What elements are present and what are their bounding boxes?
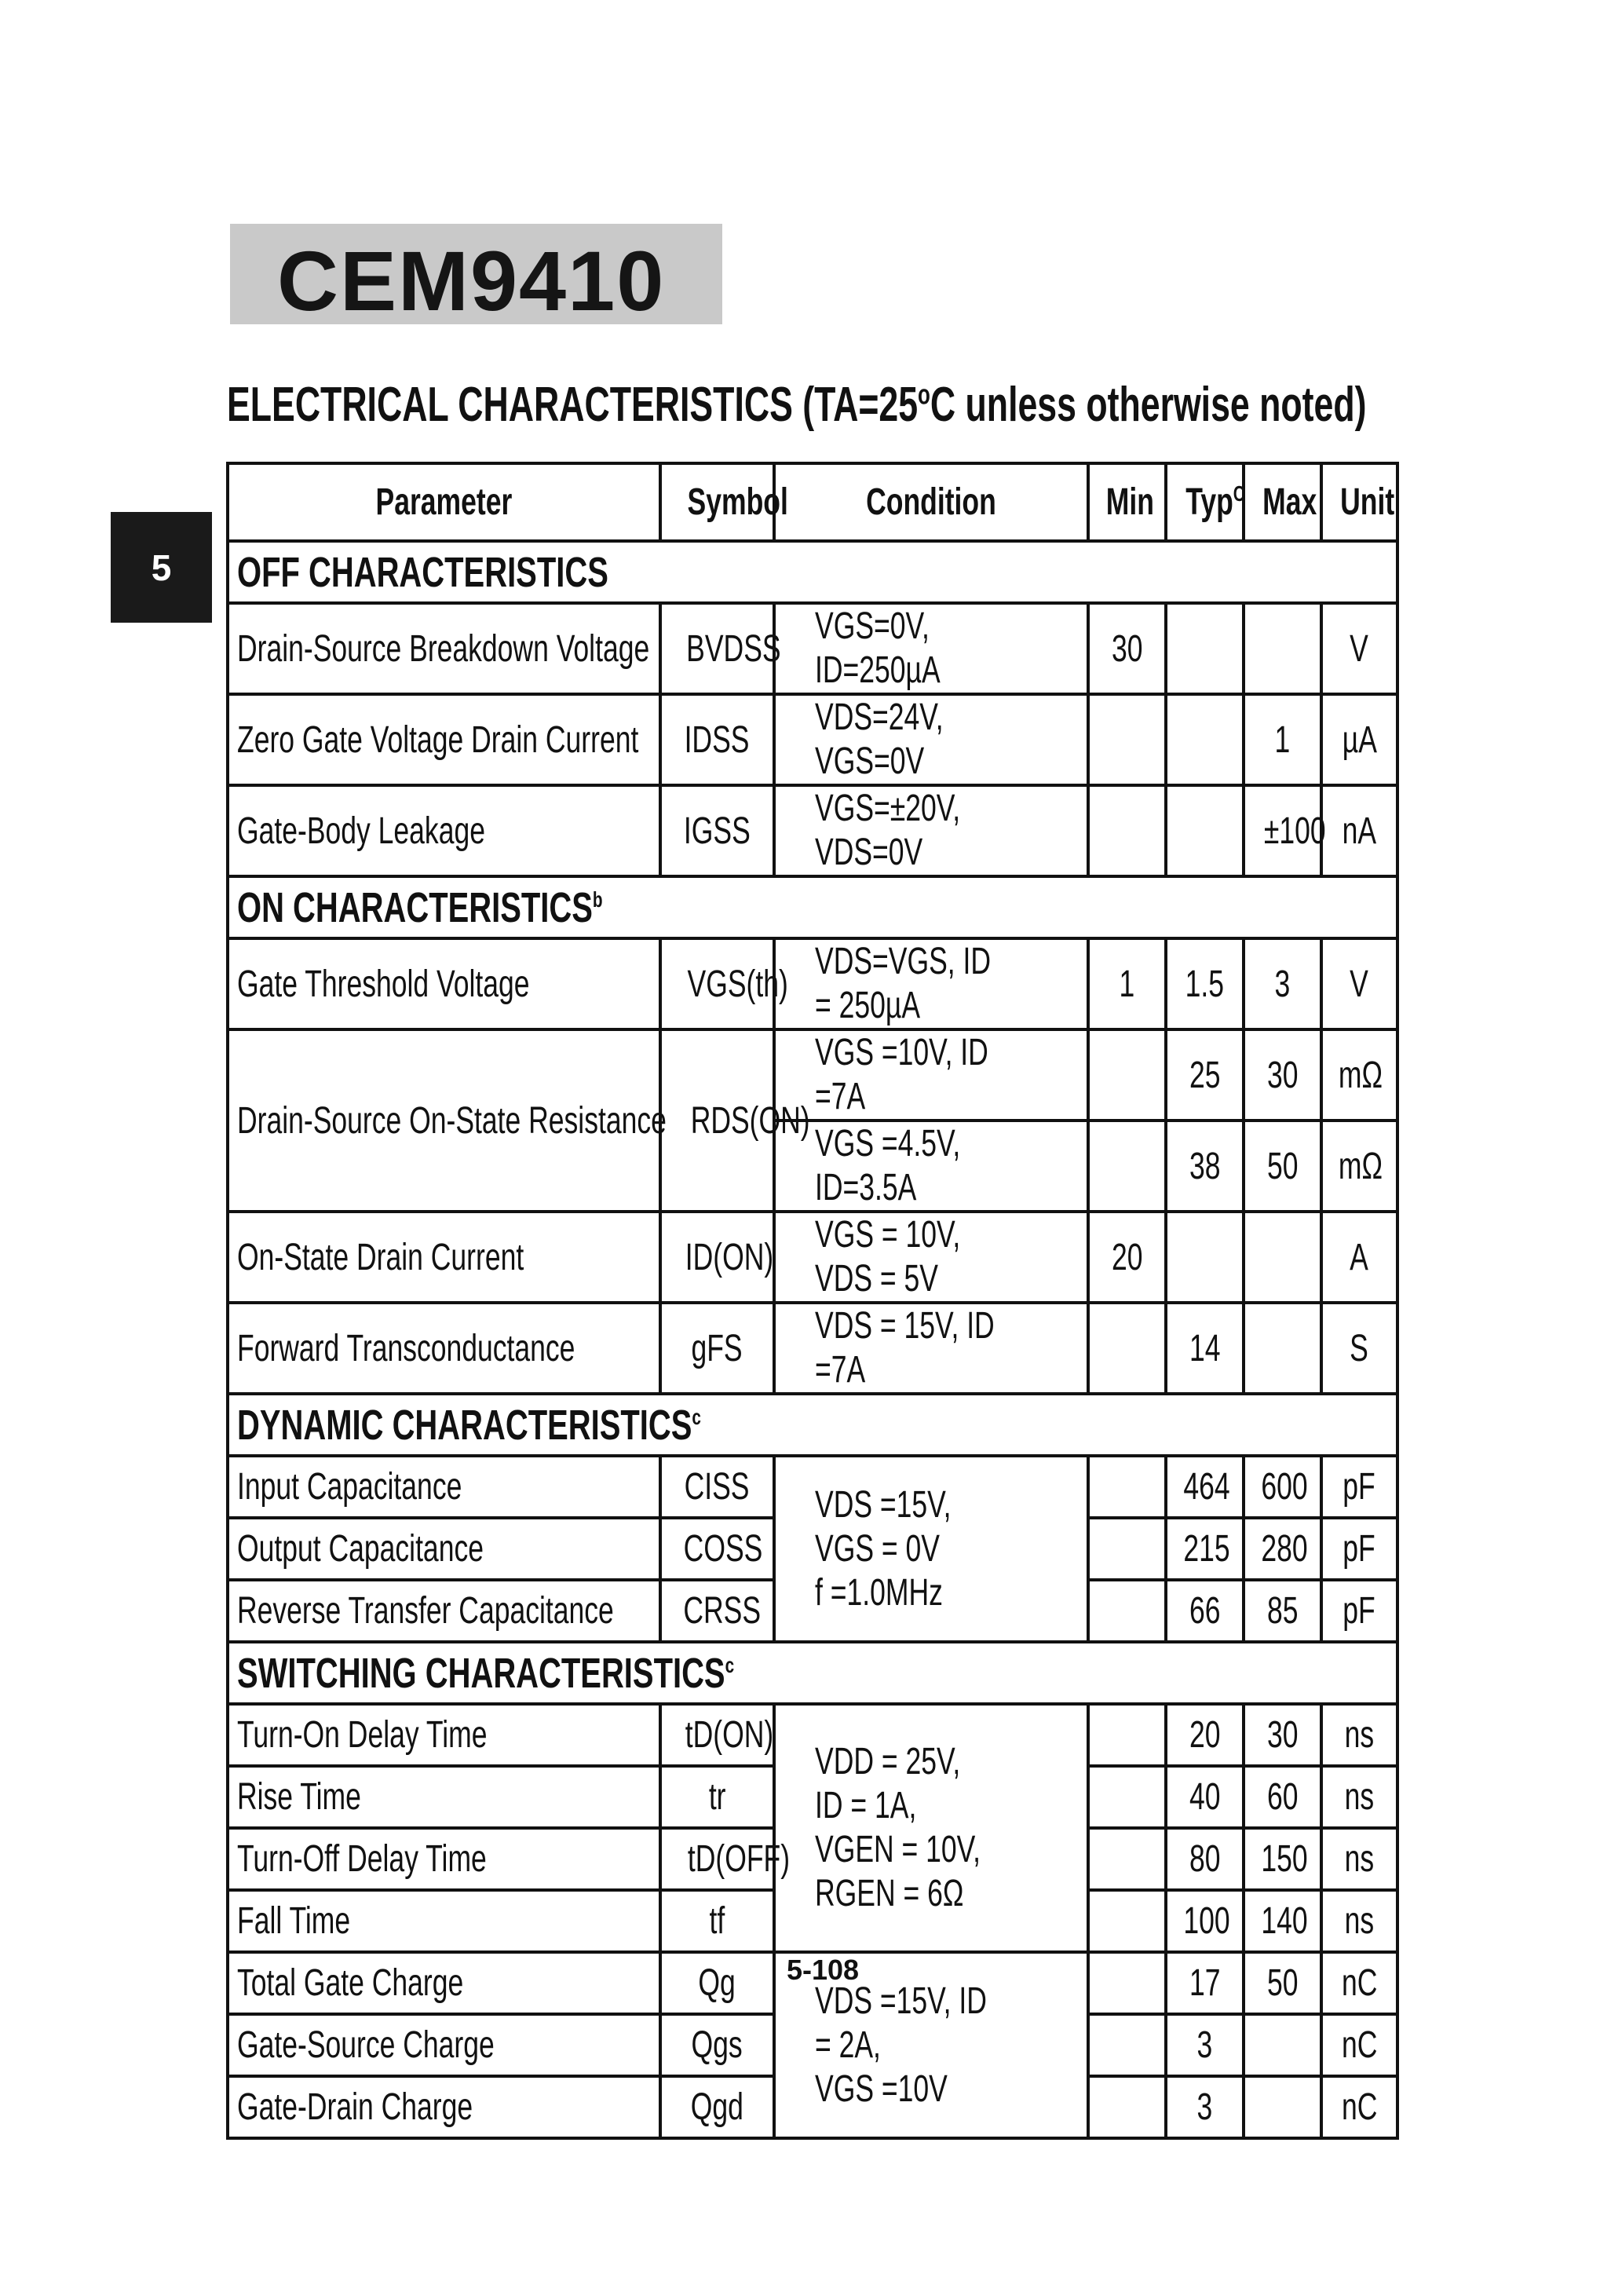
unit-cell: pF bbox=[1321, 1456, 1397, 1518]
symbol-cell: RDS(ON) bbox=[660, 1029, 774, 1212]
parameter-cell: Forward Transconductance bbox=[228, 1303, 660, 1394]
table-row bbox=[228, 938, 1397, 1029]
section-row bbox=[228, 541, 1397, 603]
condition-cell: VDS=24V, VGS=0V bbox=[774, 694, 1088, 785]
unit-cell: nA bbox=[1321, 785, 1397, 876]
symbol-cell: Qgs bbox=[660, 2014, 774, 2076]
max-cell: 150 bbox=[1244, 1828, 1321, 1890]
table-row bbox=[228, 1456, 1397, 1518]
table-row bbox=[228, 1212, 1397, 1303]
min-cell bbox=[1088, 2014, 1166, 2076]
unit-cell: ns bbox=[1321, 1766, 1397, 1828]
parameter-cell: Gate Threshold Voltage bbox=[228, 938, 660, 1029]
max-cell bbox=[1244, 1303, 1321, 1394]
min-cell bbox=[1088, 1029, 1166, 1121]
parameter-cell: Total Gate Charge bbox=[228, 1952, 660, 2014]
min-cell bbox=[1088, 1890, 1166, 1952]
parameter-cell: Drain-Source Breakdown Voltage bbox=[228, 603, 660, 694]
heading-rest: C unless otherwise noted) bbox=[930, 378, 1367, 432]
min-cell bbox=[1088, 694, 1166, 785]
parameter-cell: Turn-On Delay Time bbox=[228, 1704, 660, 1766]
min-cell bbox=[1088, 1303, 1166, 1394]
parameter-cell: Input Capacitance bbox=[228, 1456, 660, 1518]
typ-cell: 14 bbox=[1166, 1303, 1244, 1394]
condition-cell: VGS =4.5V, ID=3.5A bbox=[774, 1121, 1088, 1212]
unit-cell: mΩ bbox=[1321, 1121, 1397, 1212]
section-title: SWITCHING CHARACTERISTICS$^c$ bbox=[228, 1642, 1397, 1704]
table-row bbox=[228, 1303, 1397, 1394]
symbol-cell: VGS(th) bbox=[660, 938, 774, 1029]
max-cell bbox=[1244, 2014, 1321, 2076]
max-cell: 280 bbox=[1244, 1518, 1321, 1580]
min-cell: 30 bbox=[1088, 603, 1166, 694]
parameter-cell: On-State Drain Current bbox=[228, 1212, 660, 1303]
max-cell: 30 bbox=[1244, 1029, 1321, 1121]
symbol-cell: BVDSS bbox=[660, 603, 774, 694]
table-row bbox=[228, 1704, 1397, 1766]
parameter-cell: Drain-Source On-State Resistance bbox=[228, 1029, 660, 1212]
typ-cell: 38 bbox=[1166, 1121, 1244, 1212]
typ-cell bbox=[1166, 603, 1244, 694]
unit-cell: S bbox=[1321, 1303, 1397, 1394]
max-cell: 85 bbox=[1244, 1580, 1321, 1642]
section-heading bbox=[227, 377, 1366, 433]
unit-cell: nC bbox=[1321, 2014, 1397, 2076]
unit-cell: V bbox=[1321, 603, 1397, 694]
typ-cell: 464 bbox=[1166, 1456, 1244, 1518]
header-condition: Condition bbox=[774, 463, 1088, 541]
typ-cell: 100 bbox=[1166, 1890, 1244, 1952]
header-max: Max bbox=[1244, 463, 1321, 541]
min-cell bbox=[1088, 1518, 1166, 1580]
min-cell: 20 bbox=[1088, 1212, 1166, 1303]
typ-cell: 66 bbox=[1166, 1580, 1244, 1642]
parameter-cell: Fall Time bbox=[228, 1890, 660, 1952]
min-cell: 1 bbox=[1088, 938, 1166, 1029]
unit-cell: A bbox=[1321, 1212, 1397, 1303]
max-cell: 140 bbox=[1244, 1890, 1321, 1952]
page-number: 5-108 bbox=[786, 1954, 860, 1986]
symbol-cell: Qg bbox=[660, 1952, 774, 2014]
min-cell bbox=[1088, 1456, 1166, 1518]
condition-cell: VGS=0V, ID=250µA bbox=[774, 603, 1088, 694]
unit-cell: mΩ bbox=[1321, 1029, 1397, 1121]
part-number-title: CEM9410 bbox=[277, 233, 666, 328]
symbol-cell: ID(ON) bbox=[660, 1212, 774, 1303]
table-row bbox=[228, 694, 1397, 785]
table-row bbox=[228, 603, 1397, 694]
min-cell bbox=[1088, 785, 1166, 876]
min-cell bbox=[1088, 1704, 1166, 1766]
min-cell bbox=[1088, 1121, 1166, 1212]
max-cell: 3 bbox=[1244, 938, 1321, 1029]
parameter-cell: Output Capacitance bbox=[228, 1518, 660, 1580]
condition-cell: VDS =15V, VGS = 0V f =1.0MHz bbox=[774, 1456, 1088, 1642]
unit-cell: ns bbox=[1321, 1704, 1397, 1766]
parameter-cell: Reverse Transfer Capacitance bbox=[228, 1580, 660, 1642]
max-cell: 30 bbox=[1244, 1704, 1321, 1766]
unit-cell: nC bbox=[1321, 1952, 1397, 2014]
header-min: Min bbox=[1088, 463, 1166, 541]
condition-cell: VDS =15V, ID = 2A, VGS =10V bbox=[774, 1952, 1088, 2138]
section-row bbox=[228, 876, 1397, 938]
min-cell bbox=[1088, 1580, 1166, 1642]
symbol-cell: IGSS bbox=[660, 785, 774, 876]
parameter-cell: Rise Time bbox=[228, 1766, 660, 1828]
header-typ: Typ$^C$ bbox=[1166, 463, 1244, 541]
parameter-cell: Turn-Off Delay Time bbox=[228, 1828, 660, 1890]
typ-cell bbox=[1166, 694, 1244, 785]
unit-cell: pF bbox=[1321, 1580, 1397, 1642]
max-cell bbox=[1244, 1212, 1321, 1303]
chapter-tab: 5 bbox=[111, 512, 212, 623]
heading-degree: o bbox=[918, 378, 930, 411]
symbol-cell: COSS bbox=[660, 1518, 774, 1580]
typ-cell: 25 bbox=[1166, 1029, 1244, 1121]
condition-cell: VGS =10V, ID =7A bbox=[774, 1029, 1088, 1121]
unit-cell: pF bbox=[1321, 1518, 1397, 1580]
header-row bbox=[228, 463, 1397, 541]
typ-cell: 1.5 bbox=[1166, 938, 1244, 1029]
unit-cell: ns bbox=[1321, 1890, 1397, 1952]
typ-cell bbox=[1166, 785, 1244, 876]
min-cell bbox=[1088, 1766, 1166, 1828]
symbol-cell: gFS bbox=[660, 1303, 774, 1394]
parameter-cell: Gate-Body Leakage bbox=[228, 785, 660, 876]
typ-cell bbox=[1166, 1212, 1244, 1303]
electrical-characteristics-table bbox=[226, 462, 1399, 2140]
part-number-banner bbox=[230, 224, 722, 328]
section-title: ON CHARACTERISTICS$^b$ bbox=[228, 876, 1397, 938]
typ-cell: 215 bbox=[1166, 1518, 1244, 1580]
section-row bbox=[228, 1394, 1397, 1456]
typ-cell: 3 bbox=[1166, 2076, 1244, 2138]
condition-cell: VGS=±20V, VDS=0V bbox=[774, 785, 1088, 876]
min-cell bbox=[1088, 1828, 1166, 1890]
header-unit: Unit bbox=[1321, 463, 1397, 541]
parameter-cell: Gate-Drain Charge bbox=[228, 2076, 660, 2138]
max-cell: 60 bbox=[1244, 1766, 1321, 1828]
section-title: DYNAMIC CHARACTERISTICS$^c$ bbox=[228, 1394, 1397, 1456]
typ-cell: 40 bbox=[1166, 1766, 1244, 1828]
condition-cell: VDS = 15V, ID =7A bbox=[774, 1303, 1088, 1394]
section-row bbox=[228, 1642, 1397, 1704]
heading-text: ELECTRICAL CHARACTERISTICS (TA=25 bbox=[227, 378, 919, 432]
unit-cell: nC bbox=[1321, 2076, 1397, 2138]
unit-cell: µA bbox=[1321, 694, 1397, 785]
max-cell bbox=[1244, 2076, 1321, 2138]
symbol-cell: Qgd bbox=[660, 2076, 774, 2138]
symbol-cell: CISS bbox=[660, 1456, 774, 1518]
parameter-cell: Gate-Source Charge bbox=[228, 2014, 660, 2076]
condition-cell: VDS=VGS, ID = 250µA bbox=[774, 938, 1088, 1029]
unit-cell: V bbox=[1321, 938, 1397, 1029]
parameter-cell: Zero Gate Voltage Drain Current bbox=[228, 694, 660, 785]
max-cell: 1 bbox=[1244, 694, 1321, 785]
unit-cell: ns bbox=[1321, 1828, 1397, 1890]
symbol-cell: CRSS bbox=[660, 1580, 774, 1642]
typ-cell: 20 bbox=[1166, 1704, 1244, 1766]
table-row bbox=[228, 785, 1397, 876]
max-cell bbox=[1244, 603, 1321, 694]
condition-cell: VDD = 25V, ID = 1A, VGEN = 10V, RGEN = 6Ω bbox=[774, 1704, 1088, 1952]
symbol-cell: tD(ON) bbox=[660, 1704, 774, 1766]
symbol-cell: tD(OFF) bbox=[660, 1828, 774, 1890]
header-parameter: Parameter bbox=[228, 463, 660, 541]
min-cell bbox=[1088, 2076, 1166, 2138]
max-cell: 50 bbox=[1244, 1121, 1321, 1212]
max-cell: ±100 bbox=[1244, 785, 1321, 876]
typ-cell: 3 bbox=[1166, 2014, 1244, 2076]
section-title: OFF CHARACTERISTICS bbox=[228, 541, 1397, 603]
condition-cell: VGS = 10V, VDS = 5V bbox=[774, 1212, 1088, 1303]
max-cell: 50 bbox=[1244, 1952, 1321, 2014]
symbol-cell: tf bbox=[660, 1890, 774, 1952]
symbol-cell: tr bbox=[660, 1766, 774, 1828]
typ-cell: 80 bbox=[1166, 1828, 1244, 1890]
max-cell: 600 bbox=[1244, 1456, 1321, 1518]
header-symbol: Symbol bbox=[660, 463, 774, 541]
table-row bbox=[228, 1029, 1397, 1121]
symbol-cell: IDSS bbox=[660, 694, 774, 785]
typ-cell: 17 bbox=[1166, 1952, 1244, 2014]
